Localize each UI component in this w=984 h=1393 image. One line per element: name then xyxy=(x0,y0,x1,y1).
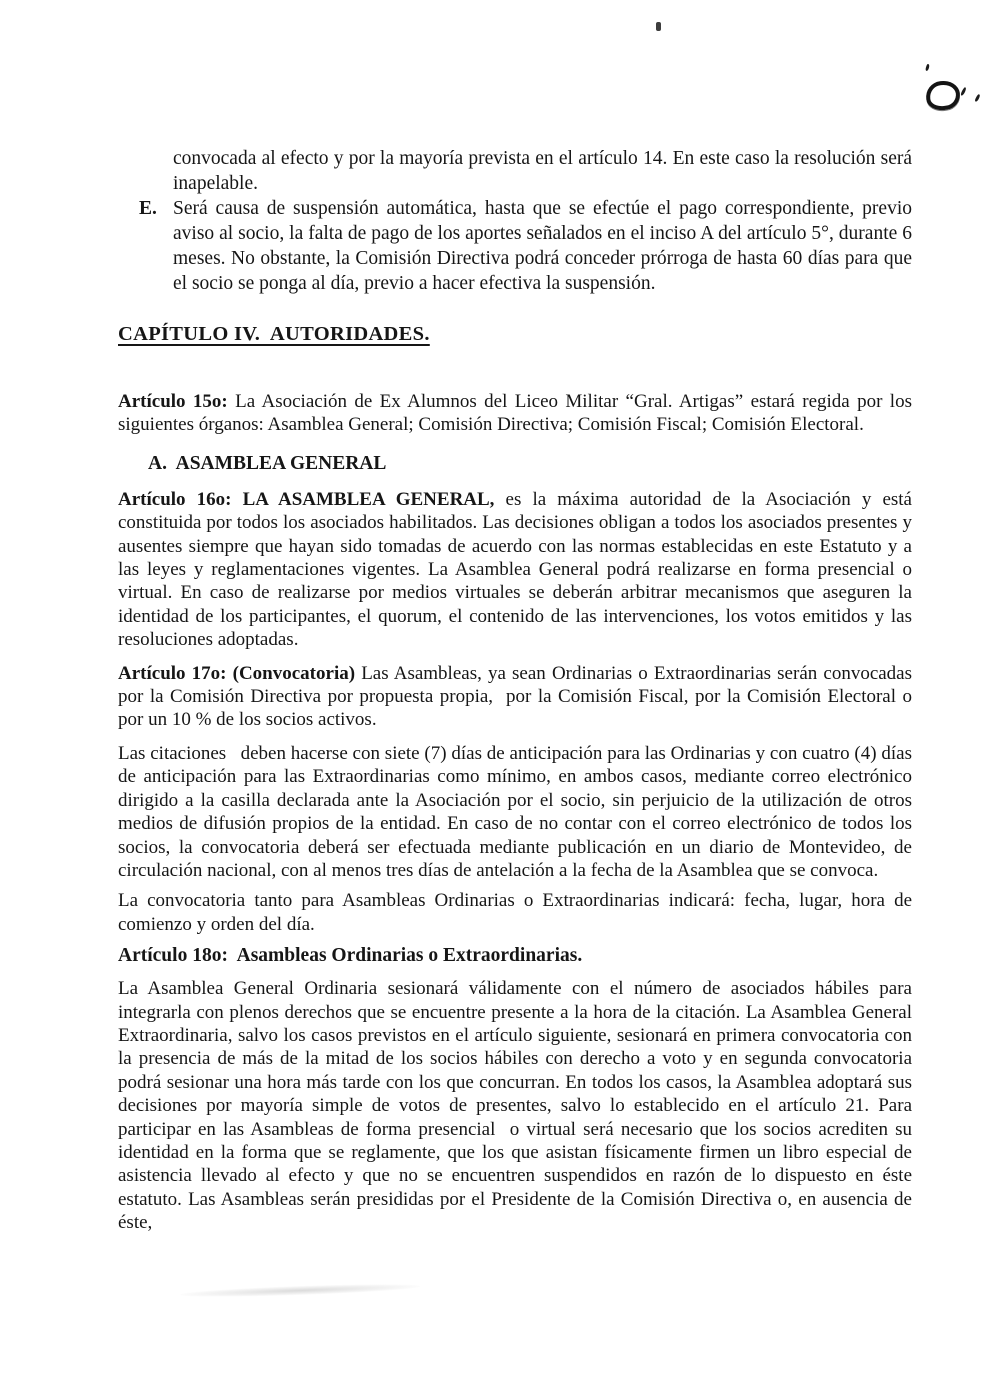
articulo-16-text: es la máxima autoridad de la Asociación y está constituida por todos los asociados habilitados. Las decisiones obligan a todos los asociados presentes y ausentes siempre que hayan sido tomadas de acuerdo con las normas establecidas en este Estatuto y a las leyes y reglamentaciones vigentes. La Asamblea General podrá realizarse en forma presencial o virtual. En caso de realizarse por medios virtuales se deberán arbitrar mecanismos que aseguren la identidad de los participantes, el quorum, el contenido de las intervenciones, los votos emitidos y las resoluciones adoptadas. xyxy=(118,488,912,651)
list-item-e xyxy=(118,196,912,296)
list-item-continuation xyxy=(118,146,912,196)
articulo-15-text: La Asociación de Ex Alumnos del Liceo Militar “Gral. Artigas” estará regida por los siguientes órganos: Asamblea General; Comisión Directiva; Comisión Fiscal; Comisión Electoral. xyxy=(118,391,912,436)
paragraph-convocatoria-contenido: La convocatoria tanto para Asambleas Ordinarias o Extraordinarias indicará: fecha, lugar, hora de comienzo y orden del día. xyxy=(118,890,912,935)
articulo-15-label: Artículo 15o: xyxy=(118,391,228,412)
section-a-asamblea-general-heading: A. ASAMBLEA GENERAL xyxy=(148,452,387,474)
document-content xyxy=(118,146,912,1245)
clause-continuation-text: convocada al efecto y por la mayoría prevista en el artículo 14. En este caso la resolución será inapelable. xyxy=(173,148,912,194)
pen-tick-icon xyxy=(925,64,930,72)
chapter-iv-heading: CAPÍTULO IV. AUTORIDADES. xyxy=(118,323,430,345)
articulo-16-label: Artículo 16o: LA ASAMBLEA GENERAL, xyxy=(118,488,495,510)
pen-tick-icon xyxy=(960,87,967,96)
paragraph-articulo-17 xyxy=(118,662,912,732)
paragraph-citaciones: Las citaciones deben hacerse con siete (7) días de anticipación para las Ordinarias y con cuatro (4) días de anticipación para las Extraordinarias como mínimo, en ambos casos, mediante correo electrónico dirigido a la casilla declarada ante la Asociación por el socio, sin perjuicio de la utilización de otros medios de difusión propios de la entidad. En caso de no contar con el correo electrónico de todos los socios, la convocatoria deberá ser efectuada mediante publicación en un diario de Montevideo, de circulación nacional, con al menos tres días de antelación a la fecha de la Asamblea que se convoca. xyxy=(118,742,912,881)
suspension-clause-list xyxy=(118,146,912,296)
paragraph-articulo-15 xyxy=(118,390,912,437)
articulo-17-label: Artículo 17o: (Convocatoria) xyxy=(118,662,356,684)
articulo-18-heading: Artículo 18o: Asambleas Ordinarias o Extraordinarias. xyxy=(118,945,583,967)
articulo-17-text: Las Asambleas, ya sean Ordinarias o Extraordinarias serán convocadas por la Comisión Directiva por propuesta propia, por la Comisión Fiscal, por la Comisión Electoral o por un 10 % de los socios activos. xyxy=(118,662,913,731)
paragraph-articulo-16 xyxy=(118,488,912,652)
list-marker-e: E. xyxy=(139,198,157,219)
paragraph-asambleas-sesion: La Asamblea General Ordinaria sesionará válidamente con el número de asociados hábiles para integrarla con plenos derechos que se encuentre presente a la hora de la citación. La Asamblea General Extraordinaria, salvo los casos previstos en el artículo siguiente, sesionará en primera convocatoria con la presencia de más de la mitad de los socios hábiles con derecho a voto y en segunda convocatoria podrá sesionar una hora más tarde con los que concurran. En todos los casos, la Asamblea adoptará sus decisiones por mayoría simple de votos de presentes, salvo lo establecido en el artículo 21. Para participar en las Asambleas de forma presencial o virtual será necesario que los socios acrediten su identidad en la forma que se reglamente, que los que asistan físicamente firmen un libro especial de asistencia llevado al efecto y que no se encuentren suspendidos en razón de lo dispuesto en éste estatuto. Las Asambleas serán presididas por el Presidente de la Comisión Directiva o, en ausencia de éste, xyxy=(118,978,912,1234)
ink-speck-icon xyxy=(656,22,661,31)
clause-e-text: Será causa de suspensión automática, hasta que se efectúe el pago correspondiente, previo aviso al socio, la falta de pago de los aportes señalados en el inciso A del artículo 5°, durante 6 meses. No obstante, la Comisión Directiva podrá conceder prórroga de hasta 60 días para que el socio se ponga al día, previo a hacer efectiva la suspensión. xyxy=(173,198,912,294)
pen-tick-icon xyxy=(974,94,981,102)
scan-smudge xyxy=(180,1282,420,1299)
pen-circle-icon xyxy=(924,79,961,112)
